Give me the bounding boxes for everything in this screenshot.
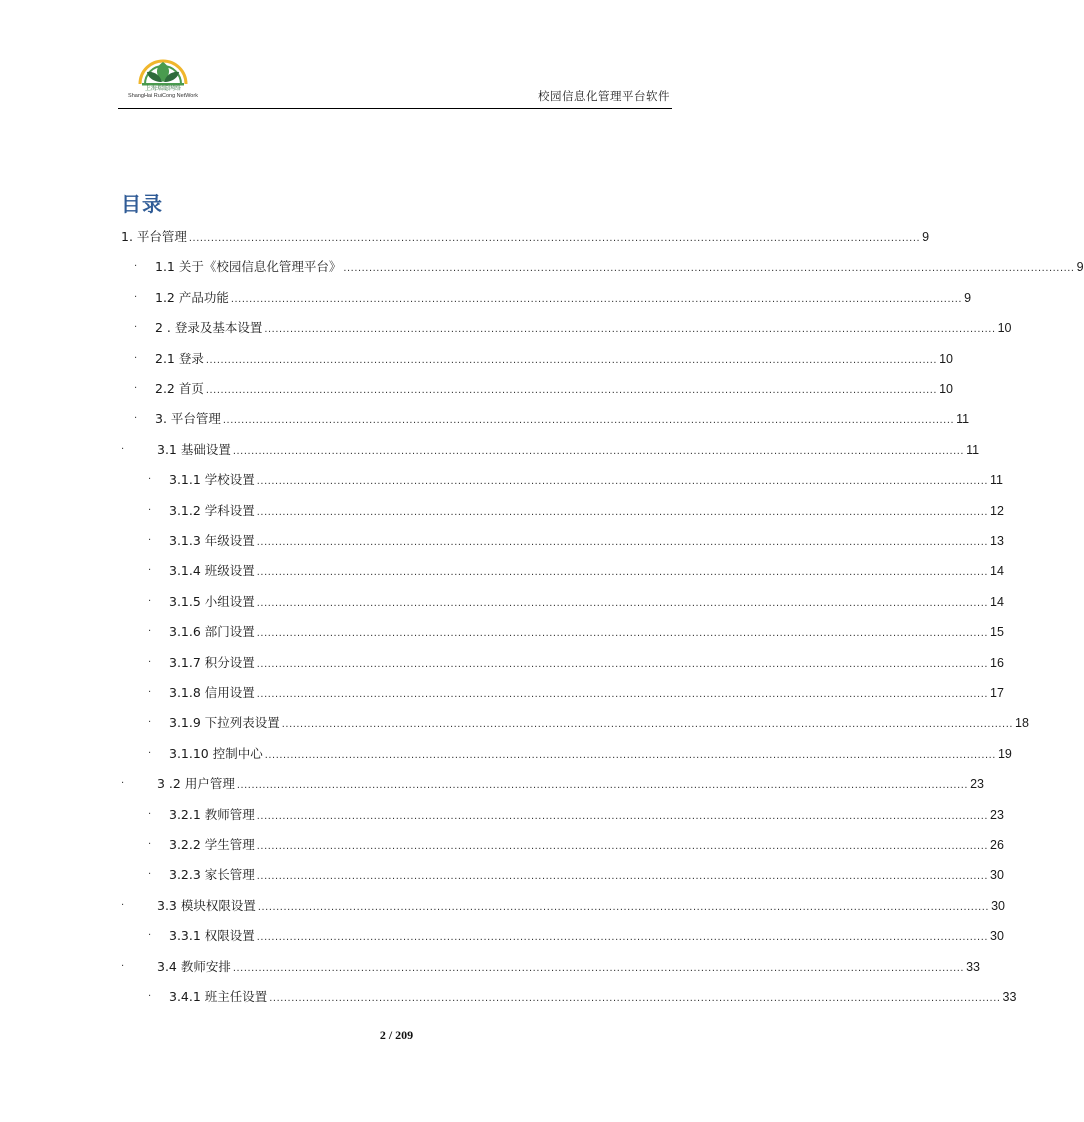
toc-dot-leader: ........................................................................................................................................................................................................ [256, 596, 989, 609]
toc-dot-leader: ........................................................................................................................................................................................................ [257, 900, 990, 913]
toc-bullet: · [121, 960, 125, 972]
toc-entry-page: 9 [1076, 260, 1084, 275]
toc-entry-page: 16 [990, 655, 1004, 670]
toc-entry[interactable] [169, 713, 1029, 733]
toc-dot-leader: ........................................................................................................................................................................................................ [256, 505, 989, 518]
toc-entry[interactable] [169, 835, 1004, 855]
toc-entry-label: 2.1 登录 [155, 350, 204, 366]
toc-entry-page: 11 [966, 442, 980, 457]
toc-entry[interactable] [157, 774, 984, 794]
toc-entry-label: 3. 平台管理 [155, 411, 221, 427]
toc-bullet: · [148, 808, 152, 820]
toc-entry[interactable] [169, 622, 1004, 642]
toc-entry-page: 14 [990, 594, 1004, 609]
toc-entry[interactable] [169, 683, 1004, 703]
toc-bullet: · [148, 991, 152, 1002]
toc-entry-label: 3.4 教师安排 [157, 958, 231, 974]
toc-entry[interactable] [155, 379, 953, 399]
toc-entry-label: 3.1.2 学科设置 [169, 502, 255, 518]
toc-entry-page: 11 [956, 412, 970, 427]
toc-entry-label: 1.1 关于《校园信息化管理平台》 [155, 259, 342, 275]
toc-entry[interactable] [169, 501, 1004, 521]
toc-entry-page: 19 [997, 746, 1012, 761]
toc-dot-leader: ........................................................................................................................................................................................................ [188, 232, 921, 244]
toc-bullet: · [148, 656, 152, 668]
toc-entry-page: 15 [990, 625, 1004, 640]
toc-dot-leader: ........................................................................................................................................................................................................ [256, 657, 989, 670]
toc-dot-leader: ........................................................................................................................................................................................................ [256, 840, 989, 852]
toc-entry-label: 2.2 首页 [155, 381, 204, 396]
toc-entry-page: 9 [922, 230, 930, 244]
toc-dot-leader: ........................................................................................................................................................................................................ [343, 262, 1075, 275]
toc-entry-page: 13 [990, 534, 1004, 548]
toc-bullet: · [148, 869, 152, 881]
toc-bullet: · [121, 443, 125, 455]
toc-entry-label: 3.1.10 控制中心 [169, 745, 263, 761]
toc-bullet: · [148, 626, 152, 638]
toc-dot-leader: ........................................................................................................................................................................................................ [264, 323, 996, 336]
toc-dot-leader: ........................................................................................................................................................................................................ [256, 566, 989, 579]
toc-entry[interactable] [169, 987, 1017, 1007]
toc-entry[interactable] [169, 592, 1004, 612]
toc-bullet: · [148, 687, 152, 698]
toc-entry[interactable] [157, 957, 980, 977]
toc-dot-leader: ........................................................................................................................................................................................................ [230, 292, 963, 305]
toc-entry-page: 12 [990, 503, 1004, 518]
toc-entry-label: 3 .2 用户管理 [157, 776, 235, 792]
toc-entry-page: 26 [990, 838, 1004, 852]
toc-dot-leader: ........................................................................................................................................................................................................ [222, 414, 955, 427]
toc-dot-leader: ........................................................................................................................................................................................................ [256, 931, 989, 944]
toc-entry-label: 3.1.3 年级设置 [169, 533, 255, 548]
toc-dot-leader: ........................................................................................................................................................................................................ [205, 384, 938, 396]
toc-entry-label: 3.3.1 权限设置 [169, 928, 255, 944]
toc-bullet: · [148, 839, 152, 850]
toc-entry-label: 3.1.7 积分设置 [169, 654, 255, 670]
toc-entry-page: 30 [990, 929, 1004, 944]
toc-entry-label: 3.1 基础设置 [157, 441, 231, 457]
toc-entry-page: 14 [990, 564, 1004, 579]
toc-entry-page: 9 [964, 290, 972, 305]
toc-bullet: · [148, 595, 152, 607]
toc-entry[interactable] [169, 653, 1004, 673]
toc-entry-page: 23 [990, 807, 1004, 822]
toc-dot-leader: ........................................................................................................................................................................................................ [256, 870, 989, 883]
toc-entry-label: 2 . 登录及基本设置 [155, 320, 263, 336]
toc-dot-leader: ........................................................................................................................................................................................................ [256, 475, 989, 488]
toc-entry[interactable] [155, 349, 953, 369]
toc-dot-leader: ........................................................................................................................................................................................................ [281, 718, 1014, 731]
toc-entry[interactable] [169, 470, 1003, 490]
toc-entry-label: 3.2.1 教师管理 [169, 806, 255, 822]
toc-bullet: · [134, 322, 138, 334]
toc-entry-label: 3.1.6 部门设置 [169, 624, 255, 640]
toc-entry-page: 10 [939, 382, 953, 396]
toc-entry[interactable] [169, 865, 1004, 885]
document-title: 校园信息化管理平台软件 [538, 89, 670, 103]
toc-entry-page: 30 [990, 868, 1004, 883]
toc-dot-leader: ........................................................................................................................................................................................................ [256, 688, 989, 700]
toc-entry-page: 33 [966, 959, 980, 974]
toc-entry-label: 3.2.2 学生管理 [169, 837, 255, 852]
toc-bullet: · [148, 930, 152, 942]
toc-dot-leader: ........................................................................................................................................................................................................ [256, 627, 989, 640]
toc-entry[interactable] [169, 561, 1004, 581]
toc-entry[interactable] [169, 926, 1004, 946]
toc-dot-leader: ........................................................................................................................................................................................................ [205, 353, 938, 366]
toc-bullet: · [121, 778, 125, 790]
toc-entry-page: 11 [990, 473, 1003, 488]
toc-entry[interactable] [169, 744, 1012, 764]
toc-entry-label: 1. 平台管理 [121, 229, 187, 244]
toc-dot-leader: ........................................................................................................................................................................................................ [264, 748, 996, 761]
toc-bullet: · [148, 535, 152, 546]
toc-entry[interactable] [169, 805, 1004, 825]
toc-entry[interactable] [155, 257, 1084, 277]
toc-entry-page: 30 [991, 898, 1005, 913]
toc-entry-page: 18 [1015, 716, 1029, 731]
toc-dot-leader: ........................................................................................................................................................................................................ [256, 809, 989, 822]
toc-dot-leader: ........................................................................................................................................................................................................ [256, 536, 989, 548]
logo-chinese-name: 上海瑞聪网络 [144, 85, 181, 92]
toc-entry-label: 3.1.4 班级设置 [169, 563, 255, 579]
toc-entry-label: 1.2 产品功能 [155, 289, 229, 305]
toc-entry-page: 33 [1002, 990, 1017, 1004]
toc-entry-label: 3.4.1 班主任设置 [169, 989, 268, 1004]
toc-entry[interactable] [169, 531, 1004, 551]
toc-bullet: · [148, 504, 152, 516]
toc-bullet: · [121, 899, 125, 911]
toc-entry[interactable] [157, 440, 980, 460]
toc-entry-page: 23 [970, 777, 984, 792]
toc-bullet: · [134, 383, 138, 394]
toc-bullet: · [134, 291, 138, 303]
toc-entry[interactable] [155, 318, 1012, 338]
toc-entry-label: 3.1.9 下拉列表设置 [169, 715, 280, 731]
toc-entry[interactable] [157, 896, 1005, 916]
toc-entry-page: 10 [997, 321, 1012, 336]
toc-bullet: · [134, 413, 138, 425]
toc-entry[interactable] [155, 409, 970, 429]
toc-bullet: · [148, 474, 152, 486]
toc-bullet: · [134, 261, 138, 273]
toc-entry-page: 17 [990, 686, 1004, 700]
toc-entry-label: 3.3 模块权限设置 [157, 897, 256, 913]
toc-entry-label: 3.1.5 小组设置 [169, 593, 255, 609]
toc-entry-label: 3.1.8 信用设置 [169, 685, 255, 700]
toc-entry-label: 3.1.1 学校设置 [169, 472, 255, 488]
toc-dot-leader: ........................................................................................................................................................................................................ [236, 779, 969, 792]
toc-bullet: · [148, 747, 152, 759]
toc-bullet: · [148, 717, 152, 729]
toc-bullet: · [148, 565, 152, 577]
page-number: 2 / 209 [379, 1028, 414, 1042]
toc-dot-leader: ........................................................................................................................................................................................................ [232, 444, 965, 457]
toc-heading: 目录 [121, 192, 163, 216]
toc-entry-label: 3.2.3 家长管理 [169, 867, 255, 883]
toc-dot-leader: ........................................................................................................................................................................................................ [269, 992, 1001, 1004]
toc-dot-leader: ........................................................................................................................................................................................................ [232, 961, 965, 974]
toc-bullet: · [134, 352, 138, 364]
toc-entry[interactable] [155, 288, 972, 308]
toc-entry-page: 10 [939, 351, 953, 366]
logo-english-name: ShangHai RuiCong NetWork [128, 93, 198, 99]
toc-entry[interactable] [121, 227, 930, 247]
